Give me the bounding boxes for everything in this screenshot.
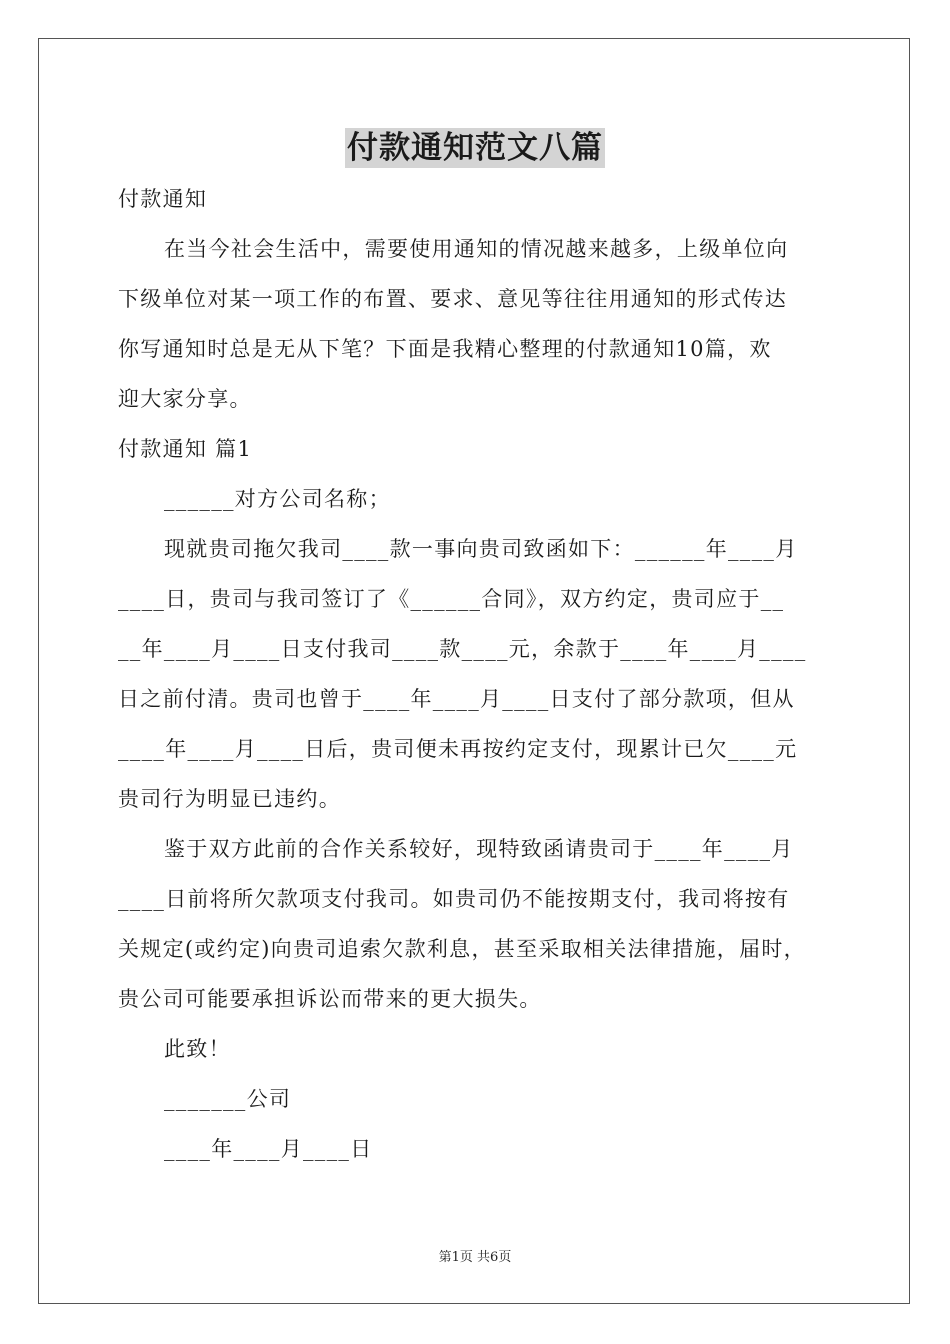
paragraph-line: 下级单位对某一项工作的布置、要求、意见等往往用通知的形式传达 <box>118 287 787 311</box>
paragraph-line: 关规定(或约定)向贵司追索欠款利息，甚至采取相关法律措施，届时， <box>118 937 806 961</box>
section-heading: 付款通知 篇1 <box>118 437 253 461</box>
paragraph-line: __年____月____日支付我司____款____元，余款于____年____月____ <box>118 637 807 661</box>
signature-date: ____年____月____日 <box>164 1137 373 1161</box>
closing-salutation: 此致！ <box>164 1037 231 1061</box>
signature-company: _______公司 <box>164 1087 292 1111</box>
paragraph-line: 你写通知时总是无从下笔？下面是我精心整理的付款通知10篇，欢 <box>118 337 772 361</box>
paragraph-line: 鉴于双方此前的合作关系较好，现特致函请贵司于____年____月 <box>164 837 794 861</box>
paragraph-line: 贵公司可能要承担诉讼而带来的更大损失。 <box>118 987 542 1011</box>
title-container <box>0 128 950 168</box>
recipient-line: ______对方公司名称； <box>164 487 391 511</box>
paragraph-line: 在当今社会生活中，需要使用通知的情况越来越多，上级单位向 <box>164 237 789 261</box>
document-title: 付款通知范文八篇 <box>347 130 603 166</box>
document-body <box>118 180 834 1180</box>
paragraph-line: ____年____月____日后，贵司便未再按约定支付，现累计已欠____元 <box>118 737 798 761</box>
paragraph-line: ____日，贵司与我司签订了《______合同》，双方约定，贵司应于__ <box>118 587 785 611</box>
paragraph-line: 日之前付清。贵司也曾于____年____月____日支付了部分款项，但从 <box>118 687 795 711</box>
section-heading: 付款通知 <box>118 187 208 211</box>
paragraph-line: 迎大家分享。 <box>118 387 252 411</box>
paragraph-line: 贵司行为明显已违约。 <box>118 787 341 811</box>
page-number: 第1页 共6页 <box>438 1250 512 1265</box>
paragraph-line: 现就贵司拖欠我司____款一事向贵司致函如下：______年____月 <box>164 537 798 561</box>
paragraph-line: ____日前将所欠款项支付我司。如贵司仍不能按期支付，我司将按有 <box>118 887 790 911</box>
